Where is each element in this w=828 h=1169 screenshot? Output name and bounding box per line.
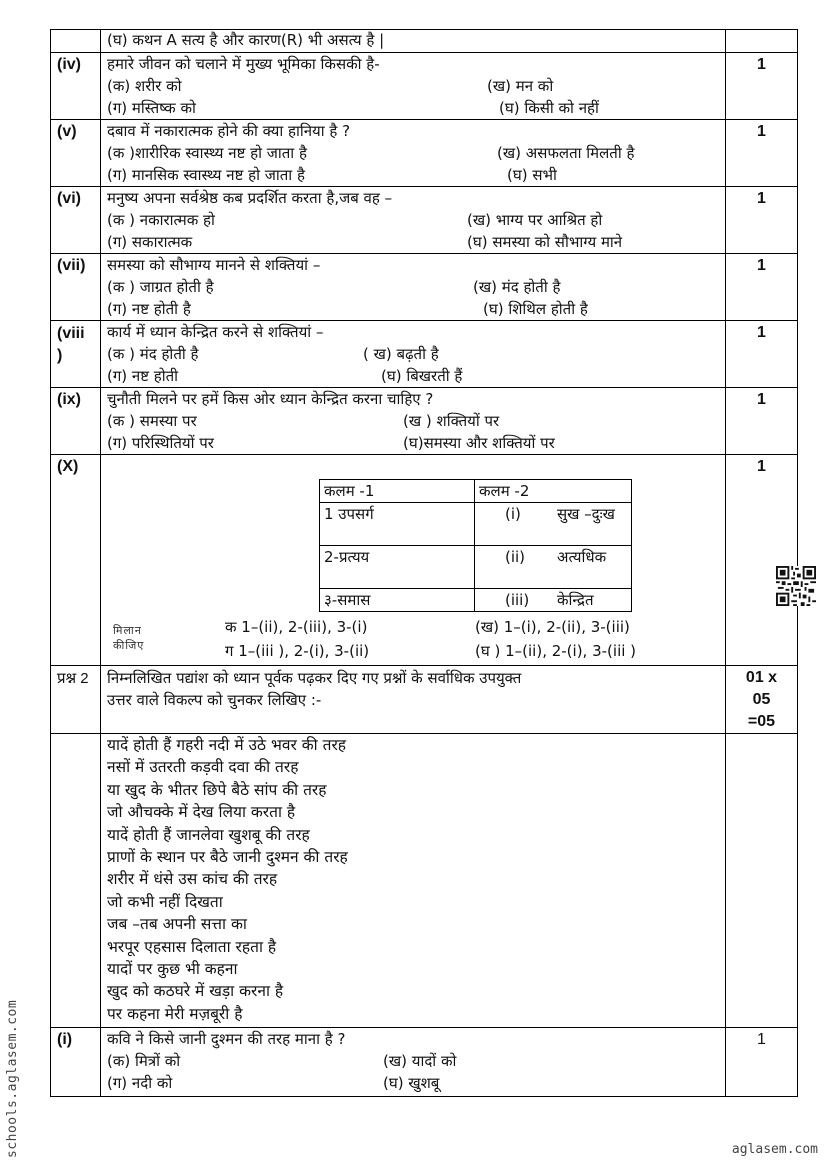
footer-watermark: aglasem.com xyxy=(731,1142,818,1157)
question-row xyxy=(51,254,798,321)
match-section xyxy=(101,455,725,665)
column-header: कलम -1 xyxy=(320,480,475,503)
item-number: (i) xyxy=(505,505,521,523)
poem-row xyxy=(51,734,798,1028)
question-table xyxy=(50,29,798,1097)
option-d: (घ) बिखरती हैं xyxy=(381,367,463,385)
option-b: (ख ) शक्तियों पर xyxy=(403,412,500,430)
option-b: (ख) 1–(i), 2-(ii), 3-(iii) xyxy=(475,618,630,636)
option-d: (घ) खुशबू xyxy=(383,1074,440,1093)
option-d: (घ) समस्या को सौभाग्य माने xyxy=(467,233,623,251)
option-a: (क ) मंद होती है xyxy=(107,345,199,363)
marks-line: =05 xyxy=(747,713,776,730)
question-number: (ix) xyxy=(57,391,81,408)
option-c: (ग) मस्तिष्क को xyxy=(107,99,196,117)
option-a: (क) मित्रों को xyxy=(107,1052,181,1071)
table-cell: ३-समास xyxy=(320,589,475,612)
question-number: (vii) xyxy=(57,257,86,274)
table-cell: 2-प्रत्यय xyxy=(320,546,475,589)
table-row xyxy=(320,480,632,503)
question-text: चुनौती मिलने पर हमें किस ओर ध्यान केन्द्रित करना चाहिए ? xyxy=(107,390,434,408)
option-b: (ख) मंद होती है xyxy=(473,278,561,296)
question-number: (vi) xyxy=(57,190,81,207)
option-a: (क ) जाग्रत होती है xyxy=(107,278,214,296)
poem-line: भरपूर एहसास दिलाता रहता है xyxy=(107,937,277,956)
poem-line: खुद को कठघरे में खड़ा करना है xyxy=(107,982,284,1001)
question-text: समस्या को सौभाग्य मानने से शक्तियां – xyxy=(107,256,321,274)
marks: 1 xyxy=(757,123,766,140)
marks-line: 05 xyxy=(752,691,771,708)
question-row xyxy=(51,321,798,388)
match-label: मिलान कीजिए xyxy=(113,624,145,652)
option-d: (घ) सभी xyxy=(507,166,557,184)
marks: 1 xyxy=(757,324,766,341)
poem-line: नसों में उतरती कड़वी दवा की तरह xyxy=(107,758,299,777)
marks: 1 xyxy=(757,257,766,274)
question-text: दबाव में नकारात्मक होने की क्या हानिया है ? xyxy=(107,122,351,140)
option-c: ग 1–(iii ), 2-(i), 3-(ii) xyxy=(225,642,370,660)
item-number: (ii) xyxy=(505,548,526,566)
marks: 1 xyxy=(757,458,766,475)
poem xyxy=(101,734,725,1027)
question-text: कार्य में ध्यान केन्द्रित करने से शक्तियां – xyxy=(107,323,324,341)
table-cell: सुख –दुःख xyxy=(557,505,615,523)
option-b: (ख) यादों को xyxy=(383,1052,457,1071)
option-b: (ख) भाग्य पर आश्रित हो xyxy=(467,211,603,229)
option-c: (ग) नदी को xyxy=(107,1074,173,1093)
question-row xyxy=(51,455,798,666)
option-c: (ग) परिस्थितियों पर xyxy=(107,434,214,452)
question-row xyxy=(51,666,798,734)
qr-code-icon xyxy=(776,566,816,606)
option-d: (घ) शिथिल होती है xyxy=(483,300,588,318)
table-cell: केन्द्रित xyxy=(557,591,594,609)
table-row xyxy=(320,589,632,612)
marks: 1 xyxy=(757,1031,766,1049)
side-watermark xyxy=(5,968,25,1158)
table-cell: अत्यधिक xyxy=(557,548,607,566)
question-text: हमारे जीवन को चलाने में मुख्य भूमिका किसकी है- xyxy=(107,55,380,73)
option-d: (घ)समस्या और शक्तियों पर xyxy=(403,434,555,452)
option-d: (घ ) 1–(ii), 2-(i), 3-(iii ) xyxy=(475,642,637,660)
question-text: मनुष्य अपना सर्वश्रेष्ठ कब प्रदर्शित करता है,जब वह – xyxy=(107,189,393,207)
marks: 1 xyxy=(757,190,766,207)
option-c: (ग) नष्ट होती xyxy=(107,367,179,385)
question-number: (v) xyxy=(57,123,77,140)
poem-line: जो कभी नहीं दिखता xyxy=(107,892,223,911)
match-table xyxy=(319,479,632,612)
poem-line: यादें होती हैं गहरी नदी में उठे भवर की तरह xyxy=(107,736,347,754)
option-a: क 1–(ii), 2-(iii), 3-(i) xyxy=(225,618,368,636)
question-text: कवि ने किसे जानी दुश्मन की तरह माना है ? xyxy=(107,1030,346,1049)
option-c: (ग) नष्ट होती है xyxy=(107,300,191,318)
poem-line: जब –तब अपनी सत्ता का xyxy=(107,915,247,934)
table-row xyxy=(320,546,632,589)
item-number: (iii) xyxy=(505,591,530,609)
option-text: (घ) कथन A सत्य है और कारण(R) भी असत्य है | xyxy=(107,31,385,49)
option-a: (क) शरीर को xyxy=(107,77,182,95)
marks-line: 01 x xyxy=(745,669,778,686)
instruction-text: उत्तर वाले विकल्प को चुनकर लिखिए :- xyxy=(107,691,322,709)
option-a: (क ) समस्या पर xyxy=(107,412,197,430)
question-number: (X) xyxy=(57,458,79,475)
question-number: (i) xyxy=(57,1031,73,1049)
option-d: (घ) किसी को नहीं xyxy=(499,99,599,117)
instruction-text: निम्नलिखित पद्यांश को ध्यान पूर्वक पढ़कर दिए गए प्रश्नों के सर्वाधिक उपयुक्त xyxy=(107,669,522,687)
marks: 1 xyxy=(757,391,766,408)
poem-line: यादों पर कुछ भी कहना xyxy=(107,959,238,978)
question-row xyxy=(51,120,798,187)
poem-line: प्राणों के स्थान पर बैठे जानी दुश्मन की तरह xyxy=(107,847,348,866)
poem-line: शरीर में धंसे उस कांच की तरह xyxy=(107,870,278,889)
question-row xyxy=(51,388,798,455)
option-b: (ख) मन को xyxy=(487,77,554,95)
option-a: (क )शारीरिक स्वास्थ्य नष्ट हो जाता है xyxy=(107,144,307,162)
question-row xyxy=(51,187,798,254)
table-cell: 1 उपसर्ग xyxy=(320,503,475,546)
poem-line: जो औचक्के में देख लिया करता है xyxy=(107,803,296,822)
question-number: (viii ) xyxy=(57,325,85,364)
question-number: प्रश्न 2 xyxy=(57,670,89,687)
table-row xyxy=(51,30,798,53)
poem-line: पर कहना मेरी मज़बूरी है xyxy=(107,1004,243,1023)
question-row xyxy=(51,53,798,120)
watermark-text: schools.aglasem.com xyxy=(5,999,20,1158)
marks: 1 xyxy=(757,56,766,73)
option-b: (ख) असफलता मिलती है xyxy=(497,144,635,162)
column-header: कलम -2 xyxy=(475,480,632,503)
poem-line: यादें होती हैं जानलेवा खुशबू की तरह xyxy=(107,825,310,844)
question-row xyxy=(51,1028,798,1097)
option-a: (क ) नकारात्मक हो xyxy=(107,211,215,229)
option-b: ( ख) बढ़ती है xyxy=(363,345,439,363)
option-c: (ग) मानसिक स्वास्थ्य नष्ट हो जाता है xyxy=(107,166,305,184)
question-number: (iv) xyxy=(57,56,81,73)
table-row xyxy=(320,503,632,546)
option-c: (ग) सकारात्मक xyxy=(107,233,193,251)
poem-line: या खुद के भीतर छिपे बैठे सांप की तरह xyxy=(107,780,327,799)
